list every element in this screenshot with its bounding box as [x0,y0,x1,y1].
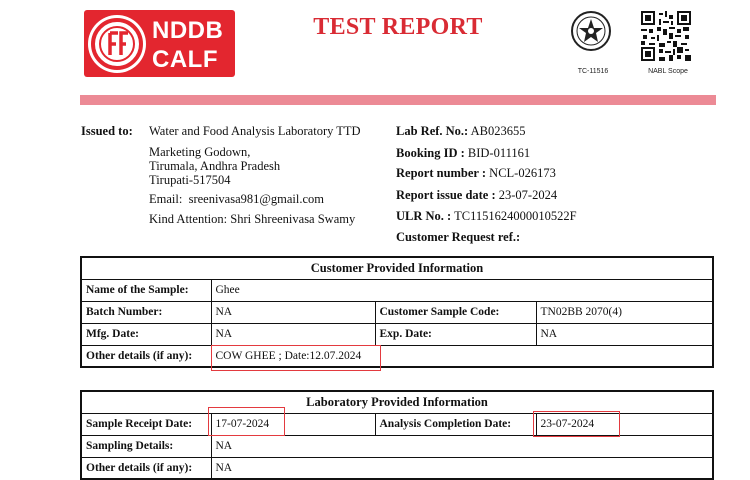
booking-id-label: Booking ID : [396,146,465,160]
calf-emblem-icon [88,15,146,73]
sample-name-label: Name of the Sample: [81,279,211,301]
lab-ref-label: Lab Ref. No.: [396,124,469,138]
table-row [81,279,713,301]
logo-text-line2: CALF [152,46,218,73]
customer-sample-code-label: Customer Sample Code: [375,301,536,323]
kind-attention: Kind Attention: Shri Shreenivasa Swamy [149,212,356,226]
lab-ref-row [396,124,526,139]
customer-info-heading: Customer Provided Information [81,257,713,279]
batch-number-value: NA [211,301,375,323]
table-row [81,413,713,435]
sample-receipt-date-label: Sample Receipt Date: [81,413,211,435]
qr-code-icon[interactable] [641,11,691,61]
table-row [81,345,713,367]
email-label: Email: [149,192,183,206]
lab-info-table [80,390,714,480]
customer-other-details-label: Other details (if any): [81,345,211,367]
mfg-date-value: NA [211,323,375,345]
mfg-date-label: Mfg. Date: [81,323,211,345]
batch-number-label: Batch Number: [81,301,211,323]
logo-text-line1: NDDB [152,17,224,44]
customer-sample-code-value: TN02BB 2070(4) [536,301,713,323]
report-number-value: NCL-026173 [489,166,556,180]
accreditation-seal-icon [570,10,612,52]
report-issue-date-value: 23-07-2024 [498,188,558,202]
issuer-name: Water and Food Analysis Laboratory TTD [149,124,361,138]
lab-info-heading: Laboratory Provided Information [81,391,713,413]
report-title: TEST REPORT [313,14,483,40]
booking-id-value: BID-011161 [467,146,531,160]
header-divider-band [80,95,716,105]
customer-request-ref-label: Customer Request ref.: [396,230,521,244]
report-issue-date-row [396,188,557,203]
nddb-calf-logo [84,10,235,77]
report-number-label: Report number : [396,166,487,180]
table-row [81,435,713,457]
analysis-completion-date-label: Analysis Completion Date: [375,413,536,435]
lab-other-details-label: Other details (if any): [81,457,211,479]
customer-request-ref-row [396,230,520,245]
booking-id-row [396,146,530,161]
analysis-completion-date-value: 23-07-2024 [536,413,713,435]
address-line-2: Tirumala, Andhra Pradesh [149,159,281,173]
email-row [149,192,324,207]
lab-other-details-value: NA [211,457,713,479]
customer-info-table [80,256,714,368]
ulr-row [396,209,577,224]
ulr-value: TC1151624000010522F [454,209,577,223]
sampling-details-label: Sampling Details: [81,435,211,457]
table-row [81,323,713,345]
issued-to-label: Issued to: [81,124,133,138]
report-issue-date-label: Report issue date : [396,188,496,202]
sample-name-value: Ghee [211,279,713,301]
table-row [81,301,713,323]
sample-receipt-date-value: 17-07-2024 [211,413,375,435]
exp-date-value: NA [536,323,713,345]
report-number-row [396,166,556,181]
lab-ref-value: AB023655 [470,124,526,138]
qr-caption: NABL Scope [648,68,688,75]
exp-date-label: Exp. Date: [375,323,536,345]
sampling-details-value: NA [211,435,713,457]
table-row [81,257,713,279]
ulr-label: ULR No. : [396,209,452,223]
seal-caption: TC-11516 [577,68,609,75]
email-value[interactable]: sreenivasa981@gmail.com [188,192,325,206]
table-row [81,391,713,413]
table-row [81,457,713,479]
customer-other-details-value: COW GHEE ; Date:12.07.2024 [211,345,713,367]
address-line-3: Tirupati-517504 [149,173,231,187]
address-line-1: Marketing Godown, [149,145,251,159]
